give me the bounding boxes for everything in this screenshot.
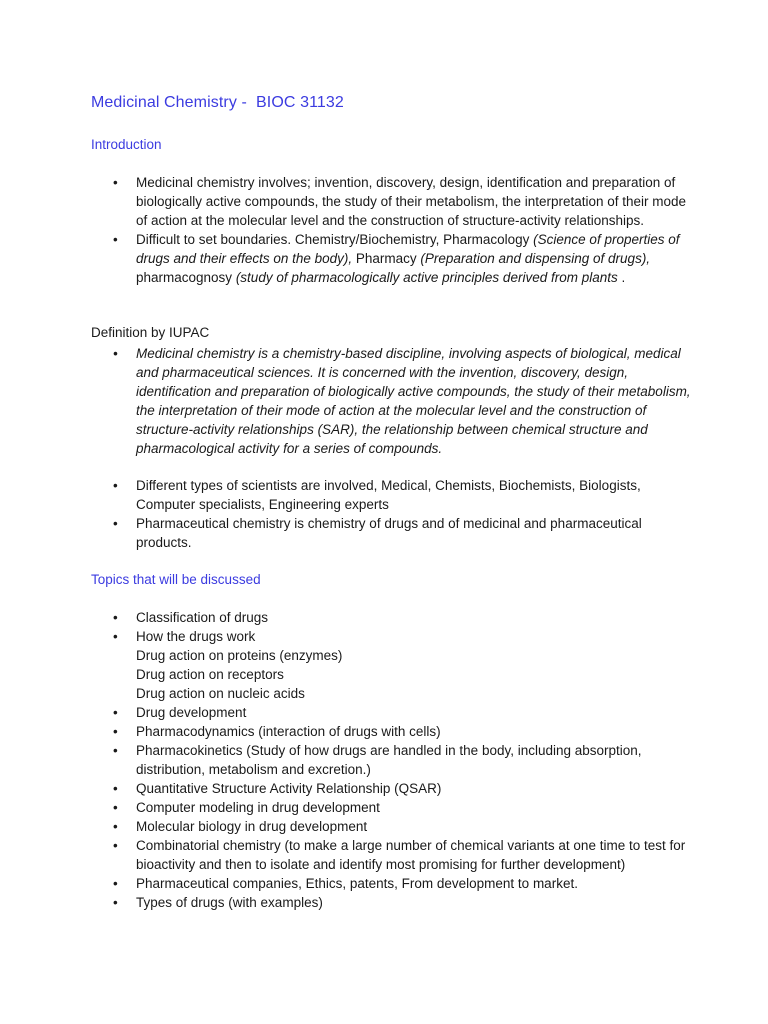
list-item: • Medicinal chemistry involves; invention, discovery, design, identification and preparation of biologically active compounds, the study of their metabolism, the interpretation of their mode of action at the molecular level and the construction of structure-activity relationships. (136, 173, 696, 230)
list-item-text: Pharmacy (352, 251, 421, 266)
list-item: • Pharmaceutical companies, Ethics, patents, From development to market. (136, 874, 696, 893)
list-item: Drug action on receptors (136, 667, 284, 682)
list-item: Drug action on nucleic acids (136, 686, 305, 701)
list-item: • Computer modeling in drug development (136, 798, 696, 817)
list-item-text: pharmacognosy (136, 270, 236, 285)
list-item: • Quantitative Structure Activity Relationship (QSAR) (136, 779, 696, 798)
list-item: • Drug development (136, 703, 696, 722)
list-item: Drug action on proteins (enzymes) (136, 648, 343, 663)
list-item (136, 230, 696, 287)
definition-list-2 (136, 476, 696, 552)
list-item: • How the drugs work (136, 627, 696, 646)
list-item: • Different types of scientists are involved, Medical, Chemists, Biochemists, Biologists, Computer specialists, Engineering experts (136, 476, 696, 514)
list-item: • Medicinal chemistry is a chemistry-based discipline, involving aspects of biological, medical and pharmaceutical sciences. It is concerned with the invention, discovery, design, identification and preparation of biologically active compounds, the study of their metabolism, the interpretation of their mode of action at the molecular level and the construction of structure-activity relationships (SAR), the relationship between chemical structure and pharmacological activity for a series of compounds. (136, 344, 696, 458)
topics-heading: Topics that will be discussed (91, 572, 261, 587)
list-item-italic-text: (Preparation and dispensing of drugs), (420, 251, 651, 266)
introduction-heading: Introduction (91, 137, 162, 152)
list-item-text: . (617, 270, 626, 285)
definition-heading: Definition by IUPAC (91, 325, 210, 340)
list-item: • Types of drugs (with examples) (136, 893, 696, 912)
topics-list (136, 608, 696, 912)
list-item: • Pharmacokinetics (Study of how drugs are handled in the body, including absorption, distribution, metabolism and excretion.) (136, 741, 696, 779)
list-item-italic-text: (Science of properties of drugs and their effects on the body), (136, 232, 680, 266)
definition-list (136, 344, 696, 458)
list-item-text: Difficult to set boundaries. Chemistry/Biochemistry, Pharmacology (136, 232, 534, 247)
introduction-list (136, 173, 696, 287)
list-item: • Pharmacodynamics (interaction of drugs with cells) (136, 722, 696, 741)
list-item: • Molecular biology in drug development (136, 817, 696, 836)
list-item-italic-text: (study of pharmacologically active principles derived from plants (235, 270, 618, 285)
list-item: • Combinatorial chemistry (to make a large number of chemical variants at one time to test for bioactivity and then to isolate and identify most promising for further development) (136, 836, 696, 874)
page-title: Medicinal Chemistry - BIOC 31132 (91, 94, 344, 111)
list-item: • Classification of drugs (136, 608, 696, 627)
list-item: • Pharmaceutical chemistry is chemistry of drugs and of medicinal and pharmaceutical products. (136, 514, 696, 552)
